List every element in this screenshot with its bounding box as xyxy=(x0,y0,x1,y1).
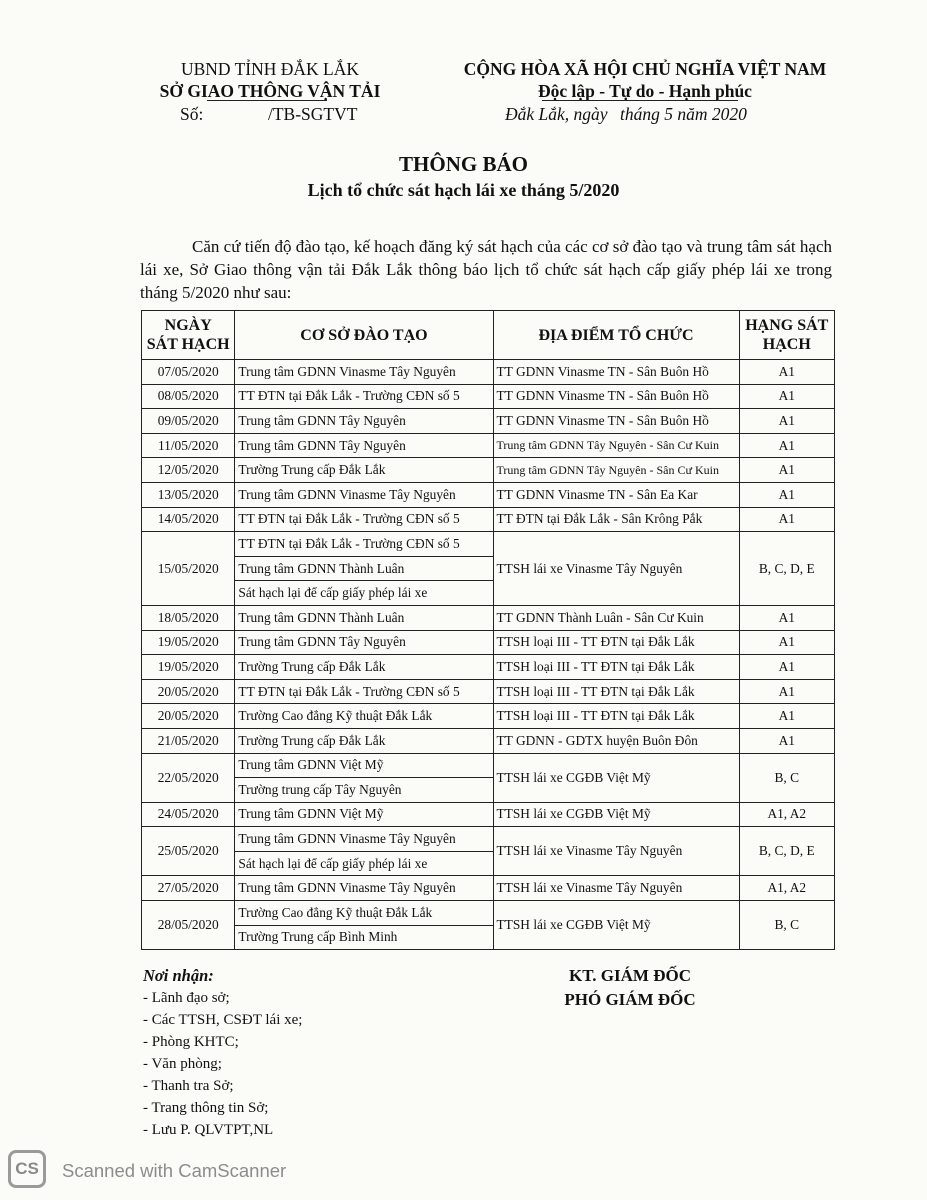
cell-place: TTSH lái xe CGĐB Việt Mỹ xyxy=(493,753,739,802)
cell-rank: A1 xyxy=(739,630,834,655)
cell-date: 18/05/2020 xyxy=(142,605,235,630)
cell-school: Trung tâm GDNN Vinasme Tây Nguyên xyxy=(235,482,493,507)
signature-line2: PHÓ GIÁM ĐỐC xyxy=(564,990,696,1009)
cell-school: Trường Cao đẳng Kỹ thuật Đắk Lắk xyxy=(235,704,493,729)
camscanner-text: Scanned with CamScanner xyxy=(62,1160,287,1181)
cell-place: TTSH loại III - TT ĐTN tại Đắk Lắk xyxy=(493,679,739,704)
cell-school: Trường trung cấp Tây Nguyên xyxy=(235,778,493,803)
header-date xyxy=(142,311,235,360)
motto-underline xyxy=(542,100,738,101)
table-row xyxy=(142,507,835,532)
cell-date: 08/05/2020 xyxy=(142,384,235,409)
cell-place: TTSH lái xe Vinasme Tây Nguyên xyxy=(493,876,739,901)
cell-school: Sát hạch lại để cấp giấy phép lái xe xyxy=(235,581,493,606)
recipient-item: - Lưu P. QLVTPT,NL xyxy=(143,1122,274,1138)
cell-school: Sát hạch lại để cấp giấy phép lái xe xyxy=(235,851,493,876)
cell-rank: A1 xyxy=(739,655,834,680)
cell-school: Trường Trung cấp Đắk Lắk xyxy=(235,728,493,753)
doc-subtitle: Lịch tổ chức sát hạch lái xe tháng 5/2020 xyxy=(307,180,620,200)
table-row xyxy=(142,876,835,901)
cell-school: Trung tâm GDNN Tây Nguyên xyxy=(235,409,493,434)
org-line1: UBND TỈNH ĐẮK LẮK xyxy=(180,59,360,79)
place-date-a: Đắk Lắk, ngày xyxy=(505,104,608,124)
cell-school: Trung tâm GDNN Tây Nguyên xyxy=(235,433,493,458)
table-row xyxy=(142,384,835,409)
cell-school: Trung tâm GDNN Vinasme Tây Nguyên xyxy=(235,876,493,901)
cell-rank: A1 xyxy=(739,728,834,753)
cell-date: 09/05/2020 xyxy=(142,409,235,434)
header-rank-line2: HẠCH xyxy=(762,336,811,353)
cell-school: Trung tâm GDNN Vinasme Tây Nguyên xyxy=(235,827,493,852)
intro-paragraph: Căn cứ tiến độ đào tạo, kế hoạch đăng ký sát hạch của các cơ sở đào tạo và trung tâm sát hạch lái xe, Sở Giao thông vận tải Đắk Lắk thông báo lịch tổ chức sát hạch cấp giấy phép lái xe trong tháng 5/2020 như sau: xyxy=(140,237,832,302)
recipients-block xyxy=(143,965,302,1141)
table-row xyxy=(142,532,835,557)
header-rank-line1: HẠNG SÁT xyxy=(745,317,829,334)
cell-school: TT ĐTN tại Đắk Lắk - Trường CĐN số 5 xyxy=(235,384,493,409)
cell-date: 12/05/2020 xyxy=(142,458,235,483)
cell-school: Trung tâm GDNN Tây Nguyên xyxy=(235,630,493,655)
cell-place: TT GDNN - GDTX huyện Buôn Đôn xyxy=(493,728,739,753)
cell-school: Trường Cao đẳng Kỹ thuật Đắk Lắk xyxy=(235,901,493,926)
cell-place: TT GDNN Vinasme TN - Sân Buôn Hồ xyxy=(493,384,739,409)
table-row xyxy=(142,679,835,704)
header-date-line2: SÁT HẠCH xyxy=(146,336,230,353)
so-label: Số: xyxy=(180,104,204,124)
recipient-item: - Văn phòng; xyxy=(143,1056,222,1072)
cell-date: 28/05/2020 xyxy=(142,901,235,950)
cell-school: Trung tâm GDNN Thành Luân xyxy=(235,556,493,581)
cell-date: 20/05/2020 xyxy=(142,704,235,729)
cell-date: 19/05/2020 xyxy=(142,655,235,680)
cell-place: TTSH lái xe Vinasme Tây Nguyên xyxy=(493,827,739,876)
cell-school: Trường Trung cấp Đắk Lắk xyxy=(235,655,493,680)
table-row xyxy=(142,802,835,827)
cell-date: 11/05/2020 xyxy=(142,433,235,458)
cell-place: TT GDNN Vinasme TN - Sân Buôn Hồ xyxy=(493,360,739,385)
table-row xyxy=(142,482,835,507)
table-body xyxy=(142,360,835,950)
cell-place: TTSH lái xe Vinasme Tây Nguyên xyxy=(493,532,739,606)
cell-date: 21/05/2020 xyxy=(142,728,235,753)
cell-rank: A1, A2 xyxy=(739,802,834,827)
camscanner-logo: CS xyxy=(8,1150,46,1188)
header-rank xyxy=(739,311,834,360)
table-row xyxy=(142,827,835,852)
cell-place: TTSH loại III - TT ĐTN tại Đắk Lắk xyxy=(493,704,739,729)
cell-date: 20/05/2020 xyxy=(142,679,235,704)
recipient-item: - Trang thông tin Sở; xyxy=(143,1100,269,1116)
nation-line1: CỘNG HÒA XÃ HỘI CHỦ NGHĨA VIỆT NAM xyxy=(463,59,827,79)
cell-rank: B, C, D, E xyxy=(739,532,834,606)
cell-rank: A1, A2 xyxy=(739,876,834,901)
cell-place: Trung tâm GDNN Tây Nguyên - Sân Cư Kuin xyxy=(493,458,739,483)
table-row xyxy=(142,605,835,630)
cell-rank: B, C xyxy=(739,753,834,802)
signature-line1: KT. GIÁM ĐỐC xyxy=(569,966,691,985)
org-underline xyxy=(207,100,327,101)
recipients-list xyxy=(143,987,302,1141)
recipient-item: - Các TTSH, CSĐT lái xe; xyxy=(143,1012,303,1028)
table-row xyxy=(142,655,835,680)
cell-place: TT GDNN Thành Luân - Sân Cư Kuin xyxy=(493,605,739,630)
cell-rank: A1 xyxy=(739,409,834,434)
cell-rank: A1 xyxy=(739,704,834,729)
cell-school: TT ĐTN tại Đắk Lắk - Trường CĐN số 5 xyxy=(235,507,493,532)
table-row xyxy=(142,409,835,434)
cell-place: TT GDNN Vinasme TN - Sân Ea Kar xyxy=(493,482,739,507)
recipients-heading: Nơi nhận: xyxy=(143,966,214,985)
cell-place: Trung tâm GDNN Tây Nguyên - Sân Cư Kuin xyxy=(493,433,739,458)
cell-date: 14/05/2020 xyxy=(142,507,235,532)
signature-block xyxy=(540,964,720,1012)
cell-rank: A1 xyxy=(739,679,834,704)
cell-place: TT ĐTN tại Đắk Lắk - Sân Krông Pắk xyxy=(493,507,739,532)
cell-school: Trung tâm GDNN Thành Luân xyxy=(235,605,493,630)
cell-date: 13/05/2020 xyxy=(142,482,235,507)
cell-rank: A1 xyxy=(739,482,834,507)
cell-place: TTSH loại III - TT ĐTN tại Đắk Lắk xyxy=(493,630,739,655)
doc-title: THÔNG BÁO xyxy=(399,152,528,176)
cell-rank: B, C, D, E xyxy=(739,827,834,876)
cell-date: 24/05/2020 xyxy=(142,802,235,827)
cell-place: TTSH lái xe CGĐB Việt Mỹ xyxy=(493,901,739,950)
cell-place: TTSH lái xe CGĐB Việt Mỹ xyxy=(493,802,739,827)
table-row xyxy=(142,630,835,655)
recipient-item: - Lãnh đạo sở; xyxy=(143,990,230,1006)
cell-school: Trung tâm GDNN Việt Mỹ xyxy=(235,753,493,778)
cell-place: TT GDNN Vinasme TN - Sân Buôn Hồ xyxy=(493,409,739,434)
cell-date: 07/05/2020 xyxy=(142,360,235,385)
cell-school: Trung tâm GDNN Vinasme Tây Nguyên xyxy=(235,360,493,385)
cell-date: 22/05/2020 xyxy=(142,753,235,802)
table-header-row xyxy=(142,311,835,360)
table-row xyxy=(142,458,835,483)
schedule-table xyxy=(141,310,835,950)
cell-school: Trường Trung cấp Bình Minh xyxy=(235,925,493,950)
cell-place: TTSH loại III - TT ĐTN tại Đắk Lắk xyxy=(493,655,739,680)
header-date-line1: NGÀY xyxy=(164,317,212,334)
cell-rank: A1 xyxy=(739,605,834,630)
recipient-item: - Phòng KHTC; xyxy=(143,1034,239,1050)
table-row xyxy=(142,901,835,926)
nation-header xyxy=(440,58,850,102)
table-row xyxy=(142,360,835,385)
cell-rank: A1 xyxy=(739,360,834,385)
so-number: /TB-SGTVT xyxy=(268,104,358,124)
header-place: ĐỊA ĐIỂM TỔ CHỨC xyxy=(493,311,739,360)
table-row xyxy=(142,728,835,753)
cell-date: 27/05/2020 xyxy=(142,876,235,901)
cell-rank: A1 xyxy=(739,458,834,483)
nation-line2: Độc lập - Tự do - Hạnh phúc xyxy=(538,81,752,101)
cell-date: 25/05/2020 xyxy=(142,827,235,876)
cell-school: TT ĐTN tại Đắk Lắk - Trường CĐN số 5 xyxy=(235,532,493,557)
cell-rank: B, C xyxy=(739,901,834,950)
cell-date: 15/05/2020 xyxy=(142,532,235,606)
org-line2 xyxy=(150,80,390,102)
table-row xyxy=(142,704,835,729)
cell-rank: A1 xyxy=(739,384,834,409)
place-date-b: tháng 5 năm 2020 xyxy=(620,104,747,124)
cell-rank: A1 xyxy=(739,433,834,458)
cell-school: Trung tâm GDNN Việt Mỹ xyxy=(235,802,493,827)
recipient-item: - Thanh tra Sở; xyxy=(143,1078,234,1094)
table-row xyxy=(142,433,835,458)
org-header xyxy=(150,58,390,102)
cell-date: 19/05/2020 xyxy=(142,630,235,655)
org-line2-text: SỞ GIAO THÔNG VẬN TẢI xyxy=(159,81,381,101)
header-school: CƠ SỞ ĐÀO TẠO xyxy=(235,311,493,360)
cell-rank: A1 xyxy=(739,507,834,532)
table-row xyxy=(142,753,835,778)
cell-school: Trường Trung cấp Đắk Lắk xyxy=(235,458,493,483)
cell-school: TT ĐTN tại Đắk Lắk - Trường CĐN số 5 xyxy=(235,679,493,704)
